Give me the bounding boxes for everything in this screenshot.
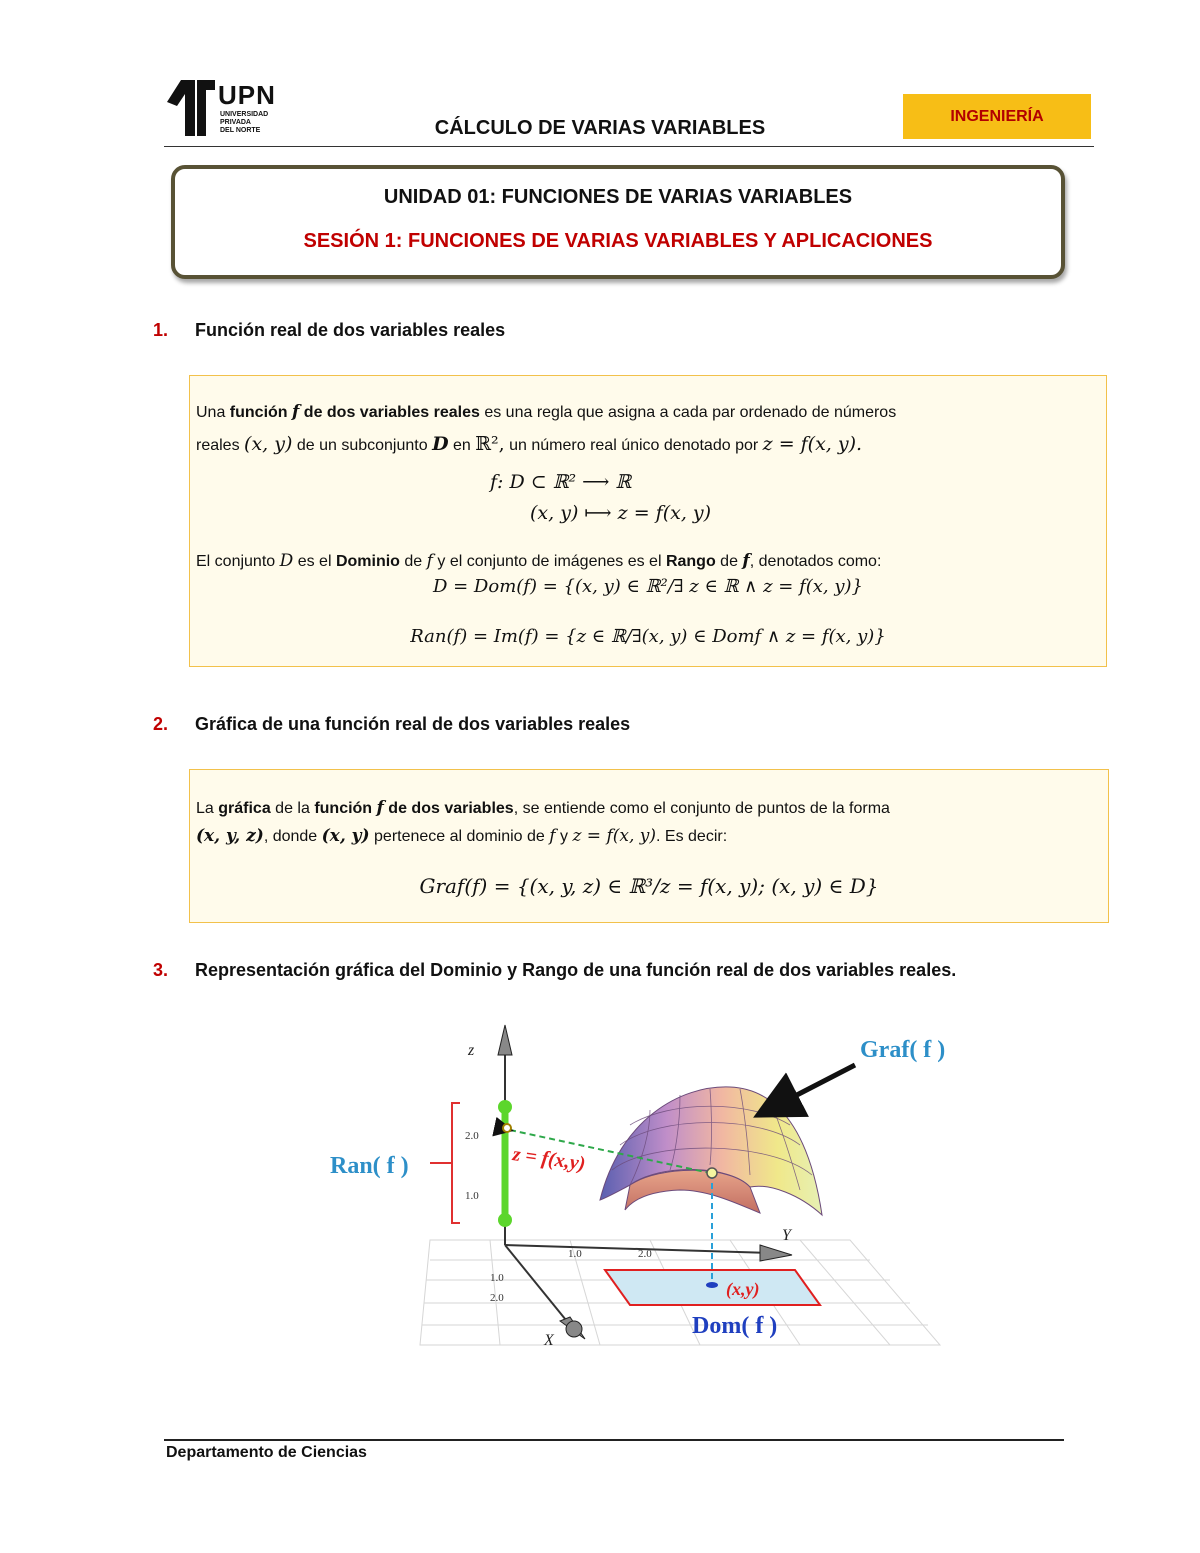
text: , denotados como: [749,553,882,570]
math-symbol: f [742,551,750,571]
math-symbol: ℝ², [475,433,505,455]
section-title: Función real de dos variables reales [195,320,506,340]
definition-box-graph [189,769,1109,923]
graph-definition-line-1 [196,794,890,823]
footer-department: Departamento de Ciencias [166,1444,367,1461]
text: y el conjunto de imágenes es el [432,553,666,570]
formula-graph: Graf(f) = {(x, y, z) ∈ ℝ³/z = f(x, y); (x, y) ∈ D} [419,874,879,898]
text: en [448,437,476,454]
unit-title: UNIDAD 01: FUNCIONES DE VARIAS VARIABLES [383,186,853,208]
text: reales [196,437,245,454]
text: un número real único denotado por [504,437,763,454]
logo-sub-line: PRIVADA [220,119,251,126]
logo-text: UPN [218,80,276,110]
axis-x-label: X [544,1332,554,1349]
text: , donde [263,828,322,845]
tick-x-1: 1.0 [490,1272,504,1284]
z-axis-arrowhead [498,1025,512,1055]
text: de dos variables reales [299,404,480,421]
text: , se entiende como el conjunto de puntos de la forma [513,800,890,817]
x-axis [505,1245,570,1325]
logo-sub-line: UNIVERSIDAD [220,111,269,118]
text: de un subconjunto [292,437,433,454]
text: función [229,404,293,421]
text: El conjunto [196,553,280,570]
text: y [555,828,573,845]
text: de [399,553,427,570]
math-symbol: (x, y) [244,433,293,455]
faculty-badge: INGENIERÍA [903,94,1091,139]
text: pertenece al dominio de [369,828,550,845]
x-axis-tip [566,1321,582,1337]
course-title: CÁLCULO DE VARIAS VARIABLES [434,117,766,139]
y-axis-arrowhead [760,1245,792,1261]
axis-y-label: Y [782,1227,791,1244]
formula-domain: D = Dom(f) = {(x, y) ∈ ℝ²/∃ z ∈ ℝ ∧ z = f(x, y)} [432,576,864,597]
logo-subtitle [220,111,268,135]
tick-y-2: 2.0 [638,1248,652,1260]
text: Una [196,404,230,421]
math-symbol: z = f(x, y). [762,433,863,455]
math-symbol: z = f(x, y) [572,826,657,846]
graph-definition-line-2 [196,822,727,851]
axis-z-label: z [468,1042,475,1059]
text: Rango [665,553,716,570]
text: es una regla que asigna a cada par ordenado de números [479,404,897,421]
point-on-z-axis [503,1124,511,1132]
text: Dominio [335,553,400,570]
range-endpoint-top [498,1100,512,1114]
formula-mapping-1: f: D ⊂ ℝ² ⟶ ℝ [490,471,632,493]
text: de [715,553,743,570]
graf-pointer-arrow [762,1065,855,1113]
domain-range-line [196,547,881,576]
math-symbol: D [279,551,294,571]
section-number: 3. [153,960,169,980]
definition-line-1 [196,398,896,427]
point-on-surface [707,1168,717,1178]
xy-point-label: (x,y) [726,1279,760,1299]
section-title: Gráfica de una función real de dos variables reales [195,714,631,734]
graf-label: Graf( f ) [860,1037,946,1063]
section-number: 1. [153,320,169,340]
section-1-heading [153,320,506,341]
header-divider [164,146,1094,147]
session-title: SESIÓN 1: FUNCIONES DE VARIAS VARIABLES Y APLICACIONES [303,230,933,252]
section-number: 2. [153,714,169,734]
tick-y-1: 1.0 [568,1248,582,1260]
math-symbol: f [376,798,384,818]
math-symbol: (x, y) [321,826,370,846]
text: es el [293,553,336,570]
section-3-heading [153,960,957,981]
math-symbol: (x, y, z) [196,826,264,846]
footer-divider [164,1439,1064,1441]
text: de la [270,800,315,817]
range-bracket [430,1103,460,1223]
logo-sub-line: DEL NORTE [220,127,261,134]
math-symbol: D [432,433,449,455]
definition-line-2 [196,430,862,460]
formula-mapping-2: (x, y) ⟼ z = f(x, y) [530,502,712,524]
tick-z-1: 1.0 [465,1190,479,1202]
text: de dos variables [383,800,514,817]
math-symbol: f [292,402,300,422]
section-2-heading [153,714,631,735]
dom-label: Dom( f ) [692,1313,778,1339]
text: gráfica [218,800,271,817]
unit-box [171,165,1065,279]
range-endpoint-bottom [498,1213,512,1227]
tick-z-2: 2.0 [465,1130,479,1142]
z-equation-label: z = f(x,y) [511,1143,587,1176]
point-in-domain [706,1282,718,1288]
surface-figure [330,1015,980,1355]
text: La [196,800,219,817]
math-symbol: f [426,551,433,571]
text: función [314,800,377,817]
ran-label: Ran( f ) [330,1153,409,1179]
math-symbol: f [549,826,556,846]
formula-range: Ran(f) = Im(f) = {z ∈ ℝ/∃(x, y) ∈ Domf ∧ z = f(x, y)} [410,626,886,647]
section-title: Representación gráfica del Dominio y Rango de una función real de dos variables reales. [195,960,957,980]
tick-x-2: 2.0 [490,1292,504,1304]
text: . Es decir: [656,828,728,845]
definition-box-function [189,375,1107,667]
